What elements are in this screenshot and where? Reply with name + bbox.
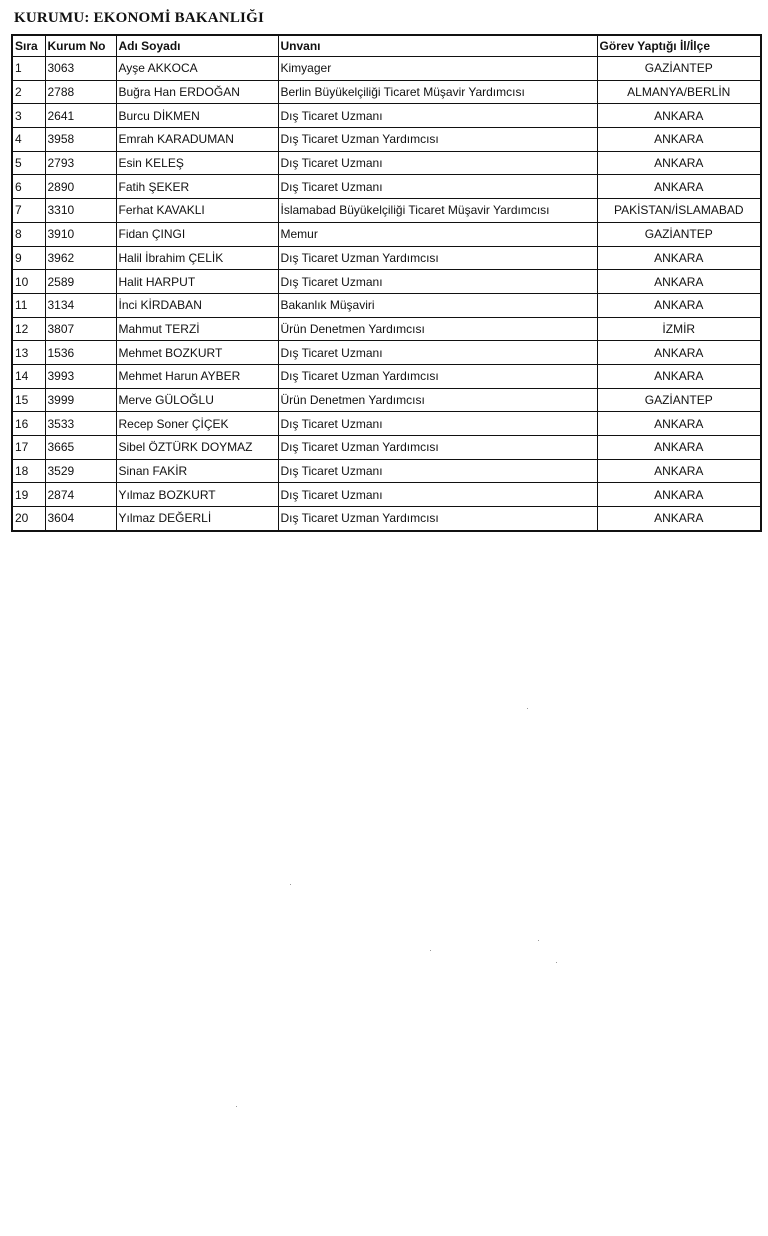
cell-unvani: Berlin Büyükelçiliği Ticaret Müşavir Yardımcısı <box>278 80 597 104</box>
scan-speck <box>538 940 539 941</box>
scan-speck <box>290 884 291 885</box>
table-row <box>12 412 761 436</box>
document-title: KURUMU: EKONOMİ BAKANLIĞI <box>14 10 265 26</box>
table-row <box>12 507 761 531</box>
cell-gorev-yeri: GAZİANTEP <box>597 57 761 81</box>
header-gorev-yeri: Görev Yaptığı İl/İlçe <box>597 35 761 57</box>
cell-adi-soyadi: Fidan ÇINGI <box>116 222 278 246</box>
cell-unvani: Dış Ticaret Uzman Yardımcısı <box>278 128 597 152</box>
cell-gorev-yeri: ANKARA <box>597 293 761 317</box>
cell-unvani: Ürün Denetmen Yardımcısı <box>278 388 597 412</box>
cell-kurum-no: 3999 <box>45 388 116 412</box>
table-row <box>12 270 761 294</box>
scan-speck <box>236 1106 237 1107</box>
table-row <box>12 104 761 128</box>
cell-gorev-yeri: GAZİANTEP <box>597 222 761 246</box>
cell-unvani: Ürün Denetmen Yardımcısı <box>278 317 597 341</box>
cell-gorev-yeri: GAZİANTEP <box>597 388 761 412</box>
cell-adi-soyadi: Yılmaz DEĞERLİ <box>116 507 278 531</box>
cell-sira: 12 <box>12 317 45 341</box>
cell-sira: 10 <box>12 270 45 294</box>
cell-unvani: Bakanlık Müşaviri <box>278 293 597 317</box>
cell-kurum-no: 2641 <box>45 104 116 128</box>
cell-unvani: Dış Ticaret Uzmanı <box>278 175 597 199</box>
cell-adi-soyadi: Sinan FAKİR <box>116 459 278 483</box>
table-row <box>12 80 761 104</box>
cell-sira: 9 <box>12 246 45 270</box>
cell-gorev-yeri: ANKARA <box>597 270 761 294</box>
cell-gorev-yeri: ANKARA <box>597 364 761 388</box>
cell-sira: 7 <box>12 199 45 223</box>
cell-gorev-yeri: ANKARA <box>597 104 761 128</box>
cell-gorev-yeri: PAKİSTAN/İSLAMABAD <box>597 199 761 223</box>
cell-unvani: Dış Ticaret Uzmanı <box>278 459 597 483</box>
cell-gorev-yeri: ANKARA <box>597 507 761 531</box>
table-row <box>12 436 761 460</box>
cell-unvani: Dış Ticaret Uzman Yardımcısı <box>278 364 597 388</box>
cell-sira: 11 <box>12 293 45 317</box>
header-kurum-no: Kurum No <box>45 35 116 57</box>
table-row <box>12 459 761 483</box>
table-header-row <box>12 35 761 57</box>
cell-gorev-yeri: ANKARA <box>597 459 761 483</box>
cell-gorev-yeri: ANKARA <box>597 412 761 436</box>
cell-kurum-no: 3529 <box>45 459 116 483</box>
cell-kurum-no: 3958 <box>45 128 116 152</box>
cell-kurum-no: 3604 <box>45 507 116 531</box>
cell-sira: 17 <box>12 436 45 460</box>
cell-kurum-no: 3665 <box>45 436 116 460</box>
header-unvani: Unvanı <box>278 35 597 57</box>
table-row <box>12 483 761 507</box>
cell-gorev-yeri: ANKARA <box>597 436 761 460</box>
table-row <box>12 222 761 246</box>
cell-kurum-no: 2788 <box>45 80 116 104</box>
cell-kurum-no: 1536 <box>45 341 116 365</box>
table-row <box>12 364 761 388</box>
cell-gorev-yeri: İZMİR <box>597 317 761 341</box>
cell-unvani: Dış Ticaret Uzmanı <box>278 412 597 436</box>
cell-adi-soyadi: Buğra Han ERDOĞAN <box>116 80 278 104</box>
cell-sira: 19 <box>12 483 45 507</box>
cell-gorev-yeri: ANKARA <box>597 175 761 199</box>
cell-gorev-yeri: ANKARA <box>597 341 761 365</box>
cell-sira: 13 <box>12 341 45 365</box>
cell-adi-soyadi: Sibel ÖZTÜRK DOYMAZ <box>116 436 278 460</box>
cell-sira: 3 <box>12 104 45 128</box>
cell-unvani: Memur <box>278 222 597 246</box>
personnel-table <box>11 34 762 532</box>
table-row <box>12 388 761 412</box>
cell-kurum-no: 3910 <box>45 222 116 246</box>
cell-adi-soyadi: Burcu DİKMEN <box>116 104 278 128</box>
scan-speck <box>527 708 528 709</box>
cell-adi-soyadi: Emrah KARADUMAN <box>116 128 278 152</box>
cell-adi-soyadi: Mehmet Harun AYBER <box>116 364 278 388</box>
cell-adi-soyadi: Merve GÜLOĞLU <box>116 388 278 412</box>
cell-sira: 14 <box>12 364 45 388</box>
cell-kurum-no: 3310 <box>45 199 116 223</box>
table-row <box>12 175 761 199</box>
cell-kurum-no: 2874 <box>45 483 116 507</box>
cell-kurum-no: 3134 <box>45 293 116 317</box>
cell-kurum-no: 3962 <box>45 246 116 270</box>
cell-adi-soyadi: Halil İbrahim ÇELİK <box>116 246 278 270</box>
cell-gorev-yeri: ALMANYA/BERLİN <box>597 80 761 104</box>
scan-speck <box>430 950 431 951</box>
cell-unvani: Dış Ticaret Uzmanı <box>278 270 597 294</box>
cell-unvani: Kimyager <box>278 57 597 81</box>
cell-sira: 1 <box>12 57 45 81</box>
cell-adi-soyadi: Ferhat KAVAKLI <box>116 199 278 223</box>
cell-adi-soyadi: Mahmut TERZİ <box>116 317 278 341</box>
cell-kurum-no: 3993 <box>45 364 116 388</box>
table-row <box>12 128 761 152</box>
cell-sira: 5 <box>12 151 45 175</box>
table-body <box>12 57 761 531</box>
cell-kurum-no: 3063 <box>45 57 116 81</box>
table-row <box>12 317 761 341</box>
cell-unvani: Dış Ticaret Uzmanı <box>278 341 597 365</box>
cell-adi-soyadi: Ayşe AKKOCA <box>116 57 278 81</box>
cell-adi-soyadi: İnci KİRDABAN <box>116 293 278 317</box>
cell-gorev-yeri: ANKARA <box>597 128 761 152</box>
table-row <box>12 246 761 270</box>
cell-unvani: Dış Ticaret Uzmanı <box>278 151 597 175</box>
cell-kurum-no: 3533 <box>45 412 116 436</box>
cell-sira: 15 <box>12 388 45 412</box>
cell-unvani: Dış Ticaret Uzman Yardımcısı <box>278 507 597 531</box>
cell-unvani: İslamabad Büyükelçiliği Ticaret Müşavir Yardımcısı <box>278 199 597 223</box>
cell-kurum-no: 3807 <box>45 317 116 341</box>
cell-sira: 18 <box>12 459 45 483</box>
cell-sira: 2 <box>12 80 45 104</box>
cell-adi-soyadi: Esin KELEŞ <box>116 151 278 175</box>
cell-gorev-yeri: ANKARA <box>597 483 761 507</box>
table-row <box>12 293 761 317</box>
cell-adi-soyadi: Halit HARPUT <box>116 270 278 294</box>
cell-kurum-no: 2890 <box>45 175 116 199</box>
cell-kurum-no: 2589 <box>45 270 116 294</box>
cell-sira: 4 <box>12 128 45 152</box>
cell-adi-soyadi: Mehmet BOZKURT <box>116 341 278 365</box>
cell-unvani: Dış Ticaret Uzman Yardımcısı <box>278 246 597 270</box>
cell-unvani: Dış Ticaret Uzmanı <box>278 483 597 507</box>
cell-unvani: Dış Ticaret Uzmanı <box>278 104 597 128</box>
table-row <box>12 151 761 175</box>
header-sira: Sıra <box>12 35 45 57</box>
cell-adi-soyadi: Fatih ŞEKER <box>116 175 278 199</box>
table-row <box>12 341 761 365</box>
table-row <box>12 57 761 81</box>
scan-speck <box>556 962 557 963</box>
header-adi-soyadi: Adı Soyadı <box>116 35 278 57</box>
cell-sira: 8 <box>12 222 45 246</box>
cell-sira: 20 <box>12 507 45 531</box>
cell-adi-soyadi: Recep Soner ÇİÇEK <box>116 412 278 436</box>
cell-unvani: Dış Ticaret Uzman Yardımcısı <box>278 436 597 460</box>
cell-kurum-no: 2793 <box>45 151 116 175</box>
cell-sira: 16 <box>12 412 45 436</box>
table-row <box>12 199 761 223</box>
cell-sira: 6 <box>12 175 45 199</box>
cell-adi-soyadi: Yılmaz BOZKURT <box>116 483 278 507</box>
cell-gorev-yeri: ANKARA <box>597 246 761 270</box>
cell-gorev-yeri: ANKARA <box>597 151 761 175</box>
